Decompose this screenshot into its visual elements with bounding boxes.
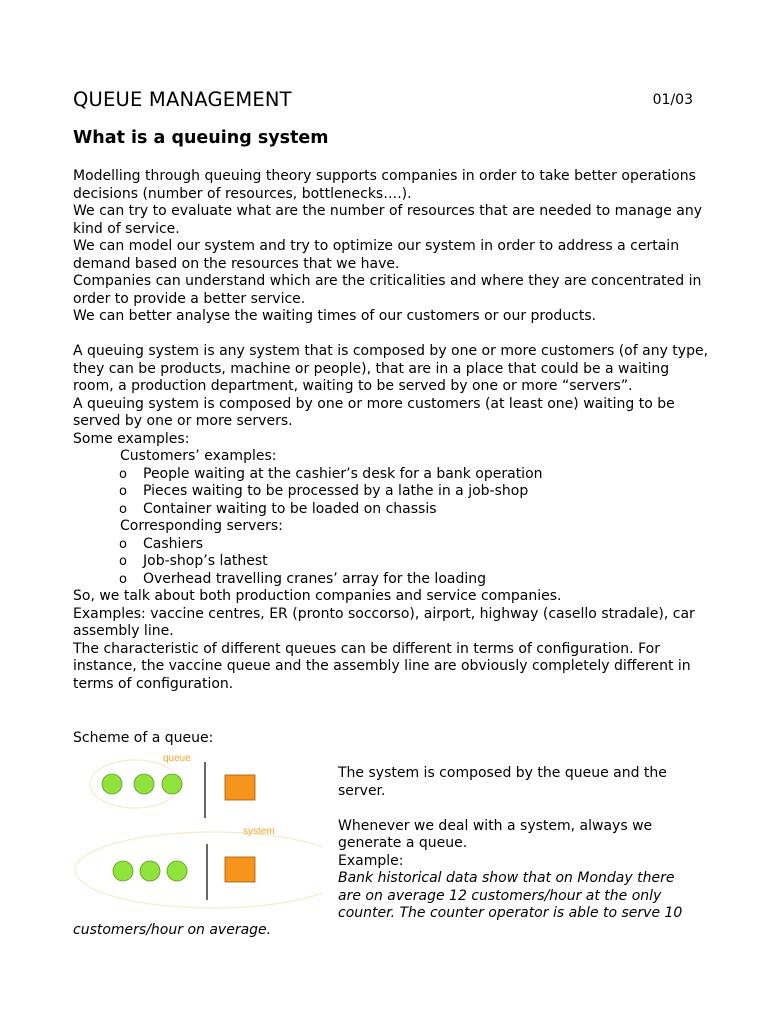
list-item — [73, 483, 713, 501]
list-item — [73, 501, 713, 519]
scheme-text-line: The system is composed by the queue and the server. — [338, 765, 667, 799]
definition-line: A queuing system is any system that is composed by one or more customers (of any type, they can be products, machine or people), that are in a place that could be a waiting room, a production department, waiting to be served by one or more “servers”. — [73, 343, 709, 394]
servers-label: Corresponding servers: — [120, 518, 283, 534]
closing-line: So, we talk about both production companies and service companies. — [73, 588, 562, 604]
definition-line: Some examples: — [73, 430, 190, 447]
body-text — [73, 168, 713, 693]
queue-scheme-diagram — [73, 748, 323, 913]
server-square — [225, 857, 255, 882]
list-item — [73, 466, 713, 484]
system-ellipse — [75, 832, 323, 908]
customer-circle — [134, 774, 154, 794]
list-item-text: Cashiers — [143, 535, 204, 552]
intro-line: We can better analyse the waiting times of our customers or our products. — [73, 308, 597, 324]
list-item-text: People waiting at the cashier’s desk for a bank operation — [143, 465, 543, 482]
servers-list — [73, 536, 713, 589]
queue-tag: queue — [163, 753, 191, 764]
page-number: 01/03 — [652, 92, 693, 108]
customers-label: Customers’ examples: — [120, 448, 277, 464]
intro-line: Companies can understand which are the criticalities and where they are concentrated in order to provide a better service. — [73, 273, 702, 307]
scheme-text-line: Whenever we deal with a system, always we generate a queue. — [338, 817, 653, 851]
scheme-label: Scheme of a queue: — [73, 730, 214, 746]
list-item-text: Pieces waiting to be processed by a lathe in a job-shop — [143, 483, 529, 499]
closing-paragraph — [73, 588, 713, 693]
system-tag: system — [243, 826, 275, 837]
intro-line: Modelling through queuing theory supports companies in order to take better operations decisions (number of resources, bottlenecks….). — [73, 168, 696, 202]
example-text: Bank historical data show that on Monday there are on average 12 customers/hour at the only counter. The counter operator is able to serve 10 — [338, 870, 683, 921]
customers-list — [73, 466, 713, 519]
list-item — [73, 536, 713, 554]
intro-line: We can model our system and try to optimize our system in order to address a certain demand based on the resources that we have. — [73, 238, 680, 272]
definition-line: A queuing system is composed by one or more customers (at least one) waiting to be served by one or more servers. — [73, 395, 675, 429]
closing-line: Examples: vaccine centres, ER (pronto soccorso), airport, highway (casello stradale), car assembly line. — [73, 605, 695, 639]
list-item — [73, 571, 713, 589]
scheme-text-line: Example: — [338, 852, 404, 869]
server-square — [225, 775, 255, 800]
section-heading: What is a queuing system — [73, 128, 329, 148]
customer-circle — [102, 774, 122, 794]
customer-circle — [140, 861, 160, 881]
list-item-text: Overhead travelling cranes’ array for the loading — [143, 570, 486, 587]
intro-paragraph — [73, 168, 713, 326]
bullet-icon: o — [119, 554, 127, 569]
closing-line: The characteristic of different queues can be different in terms of configuration. For instance, the vaccine queue and the assembly line are obviously completely different in terms of configuration. — [73, 640, 691, 692]
document-title: QUEUE MANAGEMENT — [73, 88, 292, 111]
bullet-icon: o — [119, 466, 127, 482]
customer-circle — [113, 861, 133, 881]
intro-line: We can try to evaluate what are the number of resources that are needed to manage any kind of service. — [73, 203, 703, 237]
bullet-icon: o — [119, 484, 127, 499]
example-text-tail: customers/hour on average. — [73, 922, 272, 938]
customer-circle — [167, 861, 187, 881]
definition-paragraph — [73, 343, 713, 448]
list-item-text: Job-shop’s lathest — [143, 553, 268, 569]
bullet-icon: o — [119, 536, 127, 552]
scheme-description — [338, 765, 698, 923]
bullet-icon: o — [119, 501, 127, 517]
customer-circle — [162, 774, 182, 794]
bullet-icon: o — [119, 571, 127, 587]
page-header — [73, 88, 693, 114]
list-item-text: Container waiting to be loaded on chassis — [143, 500, 437, 517]
list-item — [73, 553, 713, 571]
